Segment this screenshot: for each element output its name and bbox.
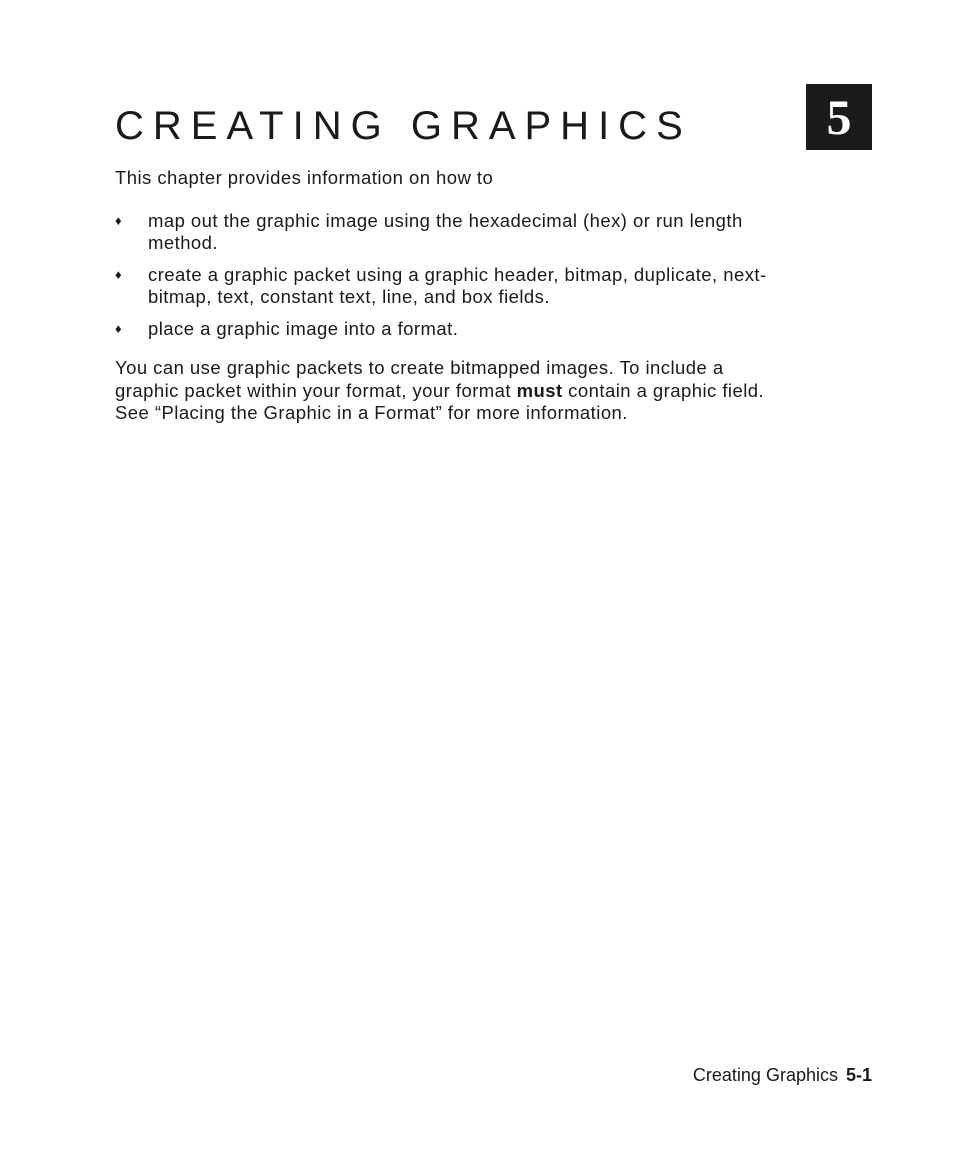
bullet-item bbox=[115, 210, 775, 255]
chapter-content bbox=[115, 167, 775, 425]
bullet-text: map out the graphic image using the hexadecimal (hex) or run length method. bbox=[148, 209, 743, 253]
bullet-item bbox=[115, 264, 775, 309]
chapter-number-badge: 5 bbox=[806, 84, 872, 150]
diamond-bullet-icon: ♦ bbox=[115, 266, 123, 282]
paragraph-text-start: You can use graphic packets to create bitmapped images. To include a graphic packet within your format, your format bbox=[115, 357, 724, 401]
bullet-text: create a graphic packet using a graphic header, bitmap, duplicate, next-bitmap, text, constant text, line, and box fields. bbox=[148, 263, 767, 307]
bullet-list bbox=[115, 210, 775, 341]
bullet-item bbox=[115, 318, 775, 341]
diamond-bullet-icon: ♦ bbox=[115, 320, 123, 336]
diamond-bullet-icon: ♦ bbox=[115, 212, 123, 228]
footer-section-title: Creating Graphics bbox=[692, 1065, 838, 1085]
body-paragraph bbox=[115, 357, 775, 425]
footer-page-number: 5-1 bbox=[845, 1065, 872, 1085]
page-footer bbox=[693, 1063, 872, 1087]
paragraph-text-end: contain a graphic field. See “Placing the Graphic in a Format” for more information. bbox=[115, 379, 765, 423]
emphasis-must: must bbox=[516, 379, 563, 401]
intro-text: This chapter provides information on how to bbox=[115, 167, 494, 188]
chapter-title: CREATING GRAPHICS bbox=[115, 104, 692, 148]
bullet-text: place a graphic image into a format. bbox=[148, 317, 459, 339]
